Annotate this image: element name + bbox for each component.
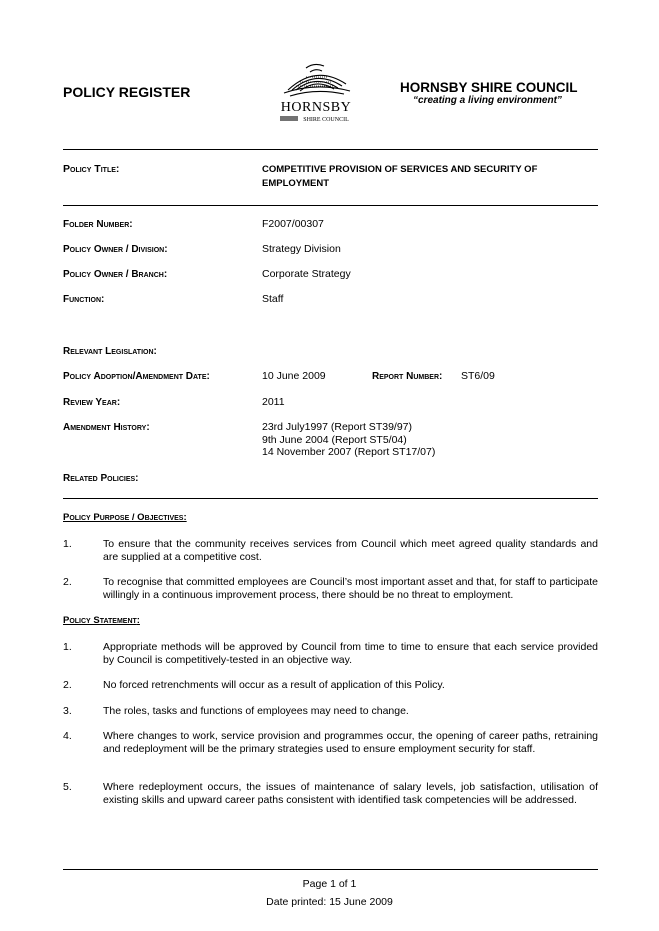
amendment-entry: 9th June 2004 (Report ST5/04) (262, 433, 407, 446)
purpose-heading: Policy Purpose / Objectives: (63, 512, 187, 523)
owner-branch-value: Corporate Strategy (262, 268, 351, 280)
amendment-history-label: Amendment History: (63, 422, 150, 433)
folder-number-label: Folder Number: (63, 219, 133, 230)
svg-text:HORNSBY: HORNSBY (280, 100, 352, 115)
related-policies-label: Related Policies: (63, 473, 139, 484)
page-number: Page 1 of 1 (302, 878, 357, 890)
purpose-item-number: 1. (63, 538, 72, 550)
owner-branch-label: Policy Owner / Branch: (63, 269, 168, 280)
statement-item-text: Where redeployment occurs, the issues of maintenance of salary levels, job satisfaction, utilisation of existing skills and upward career paths consistent with identified task competencies will be addressed. (103, 781, 598, 806)
amendment-entry: 14 November 2007 (Report ST17/07) (262, 446, 436, 458)
legislation-label: Relevant Legislation: (63, 346, 157, 357)
statement-item-number: 1. (63, 641, 72, 653)
divider (63, 205, 598, 206)
council-tagline: “creating a living environment” (413, 95, 562, 106)
amendment-history-list (262, 421, 435, 459)
council-name: HORNSBY SHIRE COUNCIL (400, 80, 578, 95)
purpose-item-text: To ensure that the community receives services from Council which meet agreed quality standards and are supplied at a competitive cost. (103, 538, 598, 563)
statement-item-text: Appropriate methods will be approved by Council from time to time to ensure that each service provided by Council is competitively-tested in an objective way. (103, 641, 598, 666)
divider (63, 498, 598, 499)
statement-item-text: The roles, tasks and functions of employees may need to change. (103, 705, 409, 717)
owner-division-label: Policy Owner / Division: (63, 244, 168, 255)
policy-title-value: COMPETITIVE PROVISION OF SERVICES AND SECURITY OF EMPLOYMENT (262, 164, 538, 189)
statement-item-number: 5. (63, 781, 72, 793)
review-year-label: Review Year: (63, 397, 121, 408)
owner-division-value: Strategy Division (262, 243, 341, 255)
divider (63, 149, 598, 150)
statement-item-text: Where changes to work, service provision and programmes occur, the opening of career paths, retraining and redeployment will be the primary strategies used to ensure employment security for staff. (103, 730, 598, 755)
purpose-item-number: 2. (63, 576, 72, 588)
report-number-value: ST6/09 (461, 370, 495, 382)
statement-item-number: 3. (63, 705, 72, 717)
svg-text:SHIRE COUNCIL: SHIRE COUNCIL (303, 117, 349, 123)
register-title: POLICY REGISTER (63, 84, 191, 100)
adoption-date-label: Policy Adoption/Amendment Date: (63, 371, 210, 382)
policy-title-label: Policy Title: (63, 163, 120, 175)
folder-number-value: F2007/00307 (262, 218, 324, 230)
footer-divider (63, 869, 598, 870)
statement-item-number: 4. (63, 730, 72, 742)
statement-item-text: No forced retrenchments will occur as a result of application of this Policy. (103, 679, 445, 691)
hornsby-logo-icon (276, 60, 356, 124)
statement-heading: Policy Statement: (63, 615, 140, 626)
purpose-item-text: To recognise that committed employees are Council’s most important asset and that, for staff to participate willingly in a continuous improvement process, there should be no threat to employment. (103, 576, 598, 601)
report-number-label: Report Number: (372, 371, 443, 382)
date-printed: Date printed: 15 June 2009 (266, 896, 393, 908)
statement-item-number: 2. (63, 679, 72, 691)
function-label: Function: (63, 294, 105, 305)
adoption-date-value: 10 June 2009 (262, 370, 326, 382)
amendment-entry: 23rd July1997 (Report ST39/97) (262, 421, 412, 433)
function-value: Staff (262, 293, 284, 305)
council-logo (276, 60, 356, 124)
review-year-value: 2011 (262, 396, 285, 408)
